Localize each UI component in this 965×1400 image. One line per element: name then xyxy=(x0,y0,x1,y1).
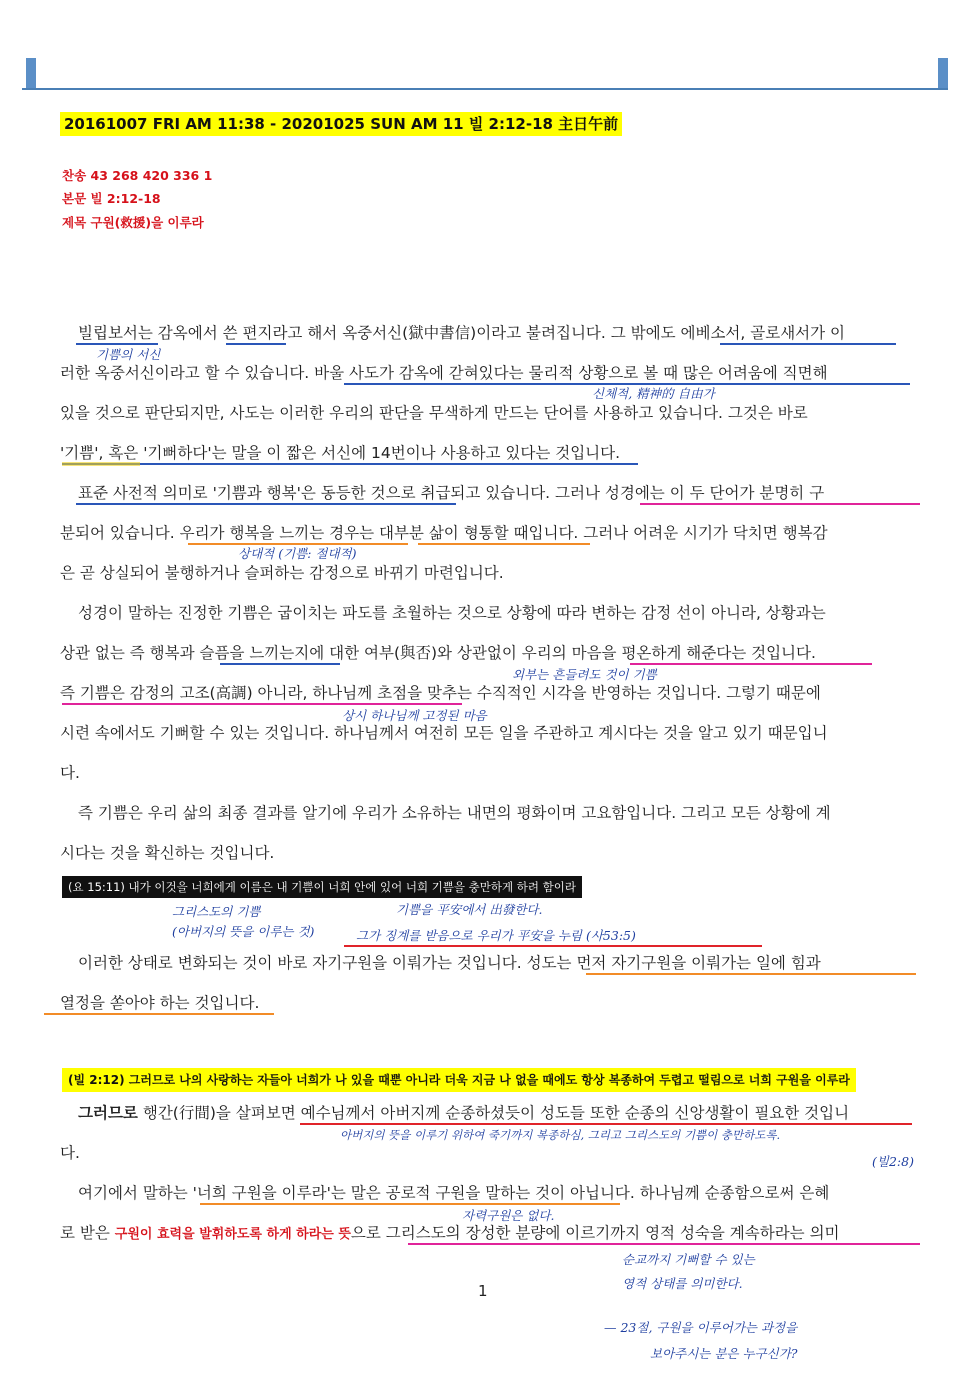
text-line: 러한 옥중서신이라고 할 수 있습니다. 바울 사도가 감옥에 갇혀있다는 물리적 상황으로 볼 때 많은 어려움에 직면해 xyxy=(60,364,828,382)
paragraph-1 xyxy=(60,313,918,473)
handwritten-note: 상대적 (기쁨: 절대적) xyxy=(238,546,357,561)
text-line: 시다는 것을 확신하는 것입니다. xyxy=(60,844,275,862)
highlighter-mark xyxy=(62,462,140,466)
pen-underline xyxy=(62,703,462,705)
text-line: '기쁨', 혹은 '기뻐하다'는 말을 이 짧은 서신에 14번이나 사용하고 있다는 것입니다. xyxy=(60,444,621,462)
handwritten-note: 외부는 흔들려도 것이 기쁨 xyxy=(512,667,657,682)
pen-underline xyxy=(300,1123,912,1125)
text-line: 빌립보서는 감옥에서 쓴 편지라고 해서 옥중서신(獄中書信)이라고 불려집니다. 그 밖에도 에베소서, 골로새서가 이 xyxy=(78,324,846,342)
pen-underline xyxy=(76,503,456,505)
text-line: 성경이 말하는 진정한 기쁨은 굽이치는 파도를 초월하는 것으로 상황에 따라 변하는 감정 선이 아니라, 상황과는 xyxy=(78,604,826,622)
paragraph-2 xyxy=(60,473,918,593)
text-line: 은 곧 상실되어 불행하거나 슬퍼하는 감정으로 바뀌기 마련입니다. xyxy=(60,564,504,582)
handwritten-note: (빌2:8) xyxy=(872,1154,914,1169)
handwritten-note: — 23절, 구원을 이루어가는 과정을 xyxy=(604,1320,798,1335)
text-line: 이러한 상태로 변화되는 것이 바로 자기구원을 이뤄가는 것입니다. 성도는 먼저 자기구원을 이뤄가는 일에 힘과 xyxy=(78,954,821,972)
handwritten-note: 보아주시는 분은 누구신가? xyxy=(650,1346,798,1361)
pen-underline xyxy=(62,463,638,465)
pen-underline xyxy=(586,973,916,975)
handwritten-note: 순교까지 기뻐할 수 있는 xyxy=(622,1252,755,1267)
text-line: 여기에서 말하는 '너희 구원을 이루라'는 말은 공로적 구원을 말하는 것이 아닙니다. 하나님께 순종함으로써 은혜 xyxy=(78,1184,830,1202)
sermon-date-banner: 20161007 FRI AM 11:38 - 20201025 SUN AM 11 빌 2:12-18 主日午前 xyxy=(60,112,622,136)
text-line: 즉 기쁨은 우리 삶의 최종 결과를 알기에 우리가 소유하는 내면의 평화이며 고요함입니다. 그리고 모든 상황에 계 xyxy=(78,804,831,822)
text-line: 열정을 쏟아야 하는 것입니다. xyxy=(60,994,260,1012)
pen-underline xyxy=(220,663,340,665)
sermon-title: 제목 구원(救援)을 이루라 xyxy=(62,215,204,230)
text-fragment: 으로 그리스도의 장성한 분량에 이르기까지 영적 성숙을 계속하라는 의미 xyxy=(350,1224,840,1242)
bible-verse-john: (요 15:11) 내가 이것을 너희에게 이름은 내 기쁨이 너희 안에 있어 너희 기쁨을 충만하게 하려 함이라 xyxy=(62,876,582,898)
handwritten-note: 기쁨을 平安에서 出發한다. xyxy=(396,902,543,917)
pen-underline xyxy=(226,343,286,345)
handwritten-note: 그가 징계를 받음으로 우리가 平安을 누림 (사53:5) xyxy=(356,928,636,943)
handwritten-note: 영적 상태를 의미한다. xyxy=(622,1276,743,1291)
text-line: 다. xyxy=(60,764,80,782)
text-line: 분되어 있습니다. 우리가 행복을 느끼는 경우는 대부분 삶이 형통할 때입니다. 그러나 어려운 시기가 닥치면 행복감 xyxy=(60,524,828,542)
text-line: 시련 속에서도 기뻐할 수 있는 것입니다. 하나님께서 여전히 모든 일을 주관하고 계시다는 것을 알고 있기 때문입니 xyxy=(60,724,828,742)
pen-underline xyxy=(200,1203,620,1205)
text-fragment: 로 받은 xyxy=(60,1224,110,1242)
header-tab-right xyxy=(938,58,948,88)
handwritten-note: 기쁨의 서신 xyxy=(96,347,161,362)
pen-underline xyxy=(408,1243,920,1245)
lead-word: 그러므로 xyxy=(78,1104,138,1122)
pen-underline xyxy=(44,1013,274,1015)
text-fragment: 행간(行間)을 살펴보면 예수님께서 아버지께 순종하셨듯이 성도들 또한 순종의 신앙생활이 필요한 것입니 xyxy=(142,1104,850,1122)
page-number: 1 xyxy=(478,1282,488,1300)
text-line: 즉 기쁨은 감정의 고조(高調) 아니라, 하나님께 초점을 맞추는 수직적인 시각을 반영하는 것입니다. 그렇기 때문에 xyxy=(60,684,821,702)
pen-underline xyxy=(720,343,896,345)
pen-underline xyxy=(640,503,920,505)
handwritten-note: 아버지의 뜻을 이루기 위하여 죽기까지 복종하심, 그리고 그리스도의 기쁨이 충만하도록. xyxy=(340,1128,781,1142)
handwritten-note: 그리스도의 기쁨 xyxy=(172,904,261,919)
handwritten-note: 신체적, 精神的 自由가 xyxy=(592,386,715,401)
header-tab-left xyxy=(26,58,36,88)
emphasis-red: 구원이 효력을 발휘하도록 하게 하라는 뜻 xyxy=(114,1227,351,1242)
pen-underline xyxy=(418,543,590,545)
paragraph-3 xyxy=(60,593,918,793)
text-line: 상관 없는 즉 행복과 슬픔을 느끼는지에 대한 여부(與否)와 상관없이 우리의 마음을 평온하게 해준다는 것입니다. xyxy=(60,644,816,662)
pen-underline xyxy=(344,945,762,947)
handwritten-note: 상시 하나님께 고정된 마음 xyxy=(342,708,487,723)
text-line: 표준 사전적 의미로 '기쁨과 행복'은 동등한 것으로 취급되고 있습니다. 그러나 성경에는 이 두 단어가 분명히 구 xyxy=(78,484,825,502)
paragraph-4 xyxy=(60,793,918,873)
pen-underline xyxy=(630,663,872,665)
bible-verse-philippians: (빌 2:12) 그러므로 나의 사랑하는 자들아 너희가 나 있을 때뿐 아니라 더욱 지금 나 없을 때에도 항상 복종하여 두렵고 떨림으로 너희 구원을 이루라 xyxy=(62,1068,856,1092)
paragraph-5 xyxy=(60,943,918,1023)
hymn-numbers: 찬송 43 268 420 336 1 xyxy=(62,168,213,183)
text-line: 다. xyxy=(60,1144,80,1162)
handwritten-note: (아버지의 뜻을 이루는 것) xyxy=(172,924,315,939)
text-line: 있을 것으로 판단되지만, 사도는 이러한 우리의 판단을 무색하게 만드는 단어를 사용하고 있습니다. 그것은 바로 xyxy=(60,404,808,422)
scripture-reference: 본문 빌 2:12-18 xyxy=(62,191,161,206)
handwritten-note: 자력구원은 없다. xyxy=(462,1208,555,1223)
header-rule xyxy=(22,88,948,90)
